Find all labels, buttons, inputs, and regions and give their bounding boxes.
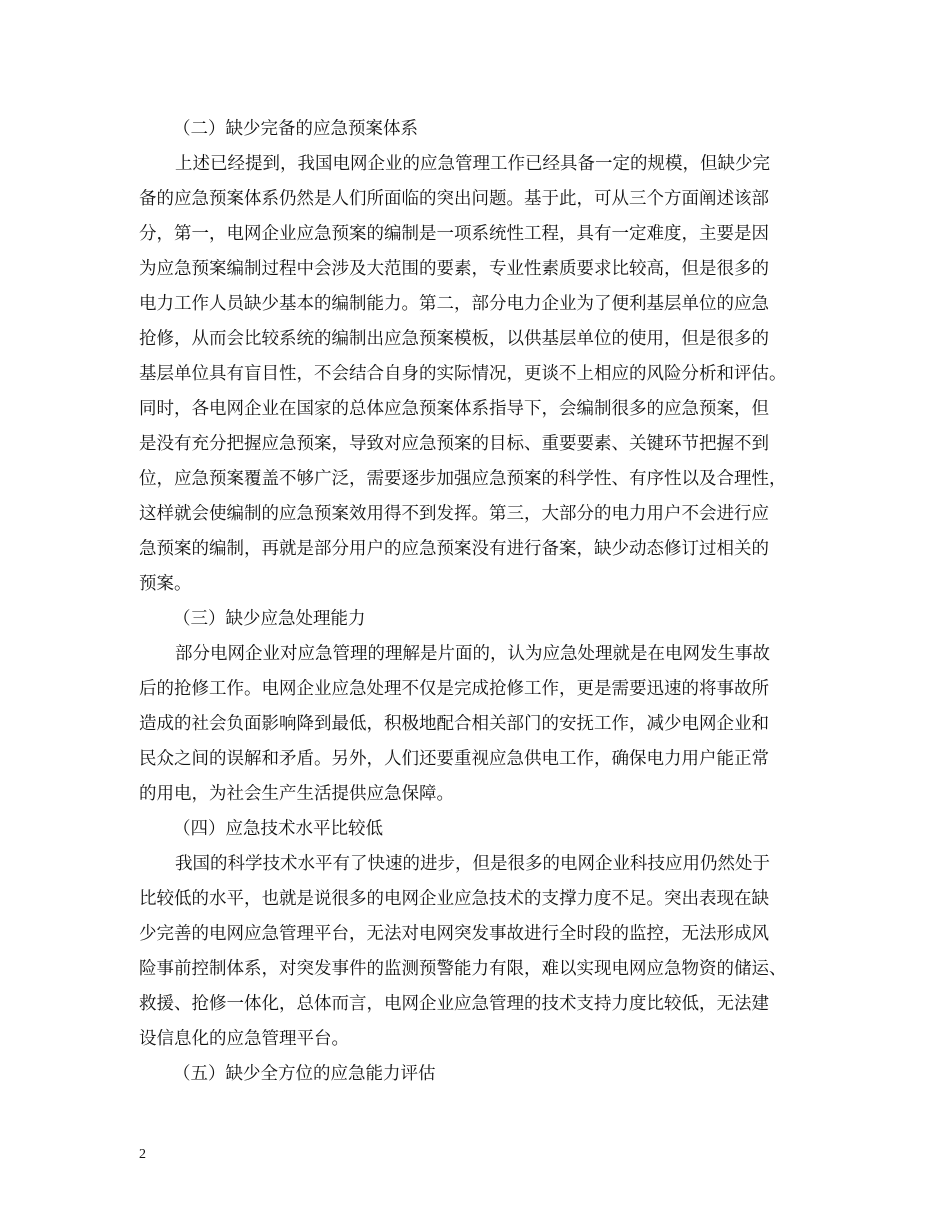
paragraph-line: 民众之间的误解和矛盾。另外，人们还要重视应急供电工作，确保电力用户能正常 — [139, 749, 769, 769]
page-number: 2 — [139, 1147, 146, 1162]
paragraph-line: 的用电，为社会生产生活提供应急保障。 — [139, 784, 454, 804]
section-heading: （四）应急技术水平比较低 — [173, 819, 383, 839]
paragraph-line: 是没有充分把握应急预案，导致对应急预案的目标、重要要素、关键环节把握不到 — [139, 434, 769, 454]
paragraph-line: 少完善的电网应急管理平台，无法对电网突发事故进行全时段的监控，无法形成风 — [139, 924, 769, 944]
section-heading: （五）缺少全方位的应急能力评估 — [173, 1064, 436, 1084]
paragraph-line: 同时，各电网企业在国家的总体应急预案体系指导下，会编制很多的应急预案，但 — [139, 399, 769, 419]
paragraph-line: 预案。 — [139, 574, 192, 594]
paragraph-line: 比较低的水平，也就是说很多的电网企业应急技术的支撑力度不足。突出表现在缺 — [139, 889, 769, 909]
section-heading: （三）缺少应急处理能力 — [173, 609, 366, 629]
paragraph-line: 后的抢修工作。电网企业应急处理不仅是完成抢修工作，更是需要迅速的将事故所 — [139, 679, 769, 699]
paragraph-line: 我国的科学技术水平有了快速的进步，但是很多的电网企业科技应用仍然处于 — [175, 854, 770, 874]
section-heading: （二）缺少完备的应急预案体系 — [173, 119, 418, 139]
paragraph-line: 备的应急预案体系仍然是人们所面临的突出问题。基于此，可从三个方面阐述该部 — [139, 189, 769, 209]
paragraph-line: 救援、抢修一体化，总体而言，电网企业应急管理的技术支持力度比较低，无法建 — [139, 994, 769, 1014]
paragraph-line: 分，第一，电网企业应急预案的编制是一项系统性工程，具有一定难度，主要是因 — [139, 224, 769, 244]
paragraph-line: 抢修，从而会比较系统的编制出应急预案模板，以供基层单位的使用，但是很多的 — [139, 329, 769, 349]
paragraph-line: 位，应急预案覆盖不够广泛，需要逐步加强应急预案的科学性、有序性以及合理性， — [139, 469, 787, 489]
paragraph-line: 部分电网企业对应急管理的理解是片面的，认为应急处理就是在电网发生事故 — [175, 644, 770, 664]
paragraph-line: 急预案的编制，再就是部分用户的应急预案没有进行备案，缺少动态修订过相关的 — [139, 539, 769, 559]
paragraph-line: 设信息化的应急管理平台。 — [139, 1029, 349, 1049]
paragraph-line: 电力工作人员缺少基本的编制能力。第二，部分电力企业为了便利基层单位的应急 — [139, 294, 769, 314]
paragraph-line: 为应急预案编制过程中会涉及大范围的要素，专业性素质要求比较高，但是很多的 — [139, 259, 769, 279]
paragraph-line: 上述已经提到，我国电网企业的应急管理工作已经具备一定的规模，但缺少完 — [175, 154, 770, 174]
paragraph-line: 险事前控制体系，对突发事件的监测预警能力有限，难以实现电网应急物资的储运、 — [139, 959, 787, 979]
document-body — [139, 112, 819, 1092]
paragraph-line: 这样就会使编制的应急预案效用得不到发挥。第三，大部分的电力用户不会进行应 — [139, 504, 769, 524]
paragraph-line: 基层单位具有盲目性，不会结合自身的实际情况，更谈不上相应的风险分析和评估。 — [139, 364, 787, 384]
paragraph-line: 造成的社会负面影响降到最低，积极地配合相关部门的安抚工作，减少电网企业和 — [139, 714, 769, 734]
